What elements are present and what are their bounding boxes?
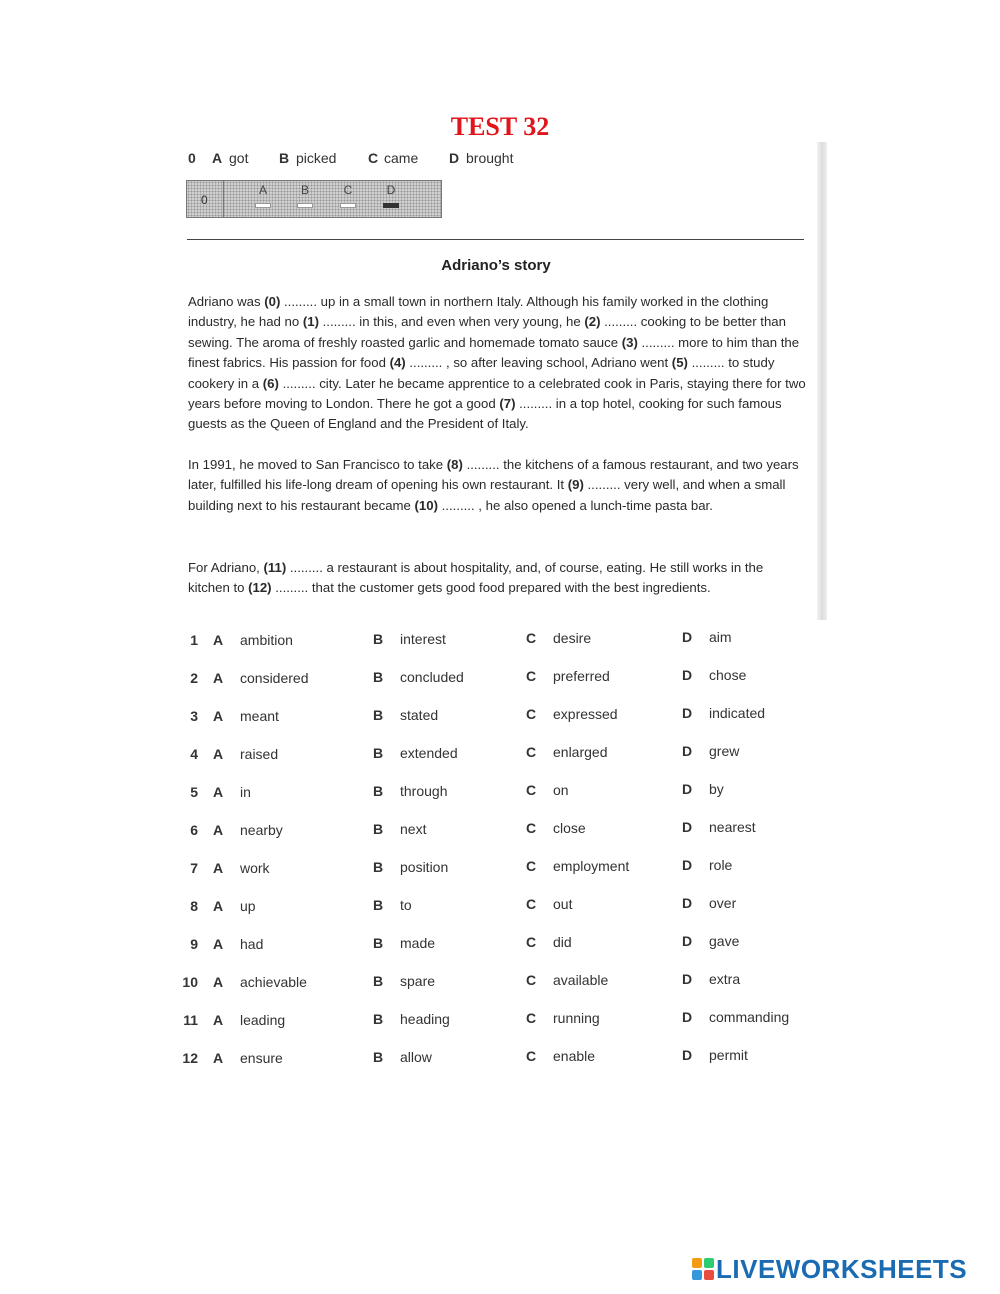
option-d[interactable]: chose — [709, 667, 747, 683]
option-b[interactable]: spare — [400, 973, 436, 989]
option-a[interactable]: achievable — [240, 974, 307, 990]
gap-number: (5) — [671, 355, 688, 371]
grid-option-b: B — [300, 183, 309, 197]
question-number: 10 — [182, 974, 198, 990]
question-row — [0, 1047, 1000, 1070]
grid-mark-a — [255, 203, 271, 208]
option-letter-c: C — [526, 972, 537, 988]
gap-number: (7) — [499, 396, 516, 412]
logo-text: LIVEWORKSHEETS — [716, 1254, 968, 1284]
gap-number: (0) — [264, 294, 281, 309]
option-letter-d: D — [682, 1047, 693, 1063]
option-a[interactable]: up — [240, 898, 256, 914]
example-letter-b: B — [279, 150, 290, 166]
story-paragraph-1: Adriano was (0) ......... up in a small town in northern Italy. Although his family worked in the clothing industry, he had no (1) ......... in this, and even when very young, he (2) ......... cooking to be better than sewing. The aroma of freshly roasted garlic and homemade tomato sauce (3) ......... more to him than the finest fabrics. His passion for food (4) ......... , so after leaving school, Adriano went (5) ......... to study cookery in a (6) ......... city. Later he became apprentice to a celebrated cook in Paris, staying there for two years before moving to London. There he got a good (7) ......... in a top hotel, cooking for such famous guests as the Queen of England and the President of Italy. — [188, 294, 806, 432]
grid-option-a: A — [258, 183, 267, 197]
grid-option-d: D — [386, 183, 396, 197]
example-option-b: picked — [296, 150, 337, 166]
question-number: 5 — [190, 784, 198, 800]
option-letter-a: A — [213, 936, 224, 952]
option-b[interactable]: through — [400, 783, 448, 799]
option-letter-b: B — [373, 631, 384, 647]
option-letter-d: D — [682, 743, 693, 759]
option-b[interactable]: to — [400, 897, 412, 913]
option-letter-d: D — [682, 819, 693, 835]
option-b[interactable]: extended — [400, 745, 458, 761]
option-c[interactable]: employment — [553, 858, 630, 874]
option-b[interactable]: stated — [400, 707, 439, 723]
option-letter-b: B — [373, 669, 384, 685]
option-letter-b: B — [373, 859, 384, 875]
example-letter-a: A — [212, 150, 223, 166]
option-letter-c: C — [526, 706, 537, 722]
grid-divider — [223, 181, 224, 217]
option-c[interactable]: desire — [553, 630, 592, 646]
question-number: 12 — [182, 1050, 198, 1066]
option-c[interactable]: out — [553, 896, 573, 912]
page-title: TEST 32 — [450, 112, 550, 141]
option-letter-b: B — [373, 935, 384, 951]
option-d[interactable]: over — [709, 895, 737, 911]
question-row — [0, 1009, 1000, 1032]
grid-mark-b — [297, 203, 313, 208]
story-paragraph-3: For Adriano, (11) ......... a restaurant is about hospitality, and, of course, eating. He still works in the kitchen to (12) ......... that the customer gets good food prepared with the best ingredients. — [188, 560, 764, 596]
divider-line — [187, 239, 804, 240]
option-b[interactable]: concluded — [400, 669, 464, 685]
option-b[interactable]: position — [400, 859, 449, 875]
story-paragraph-2: In 1991, he moved to San Francisco to take (8) ......... the kitchens of a famous restaurant, and two years later, fulfilled his life-long dream of opening his own restaurant. It (9) ......... very well, and when a small building next to his restaurant became (10) ......... , he also opened a lunch-time pasta bar. — [188, 457, 799, 513]
option-d[interactable]: grew — [709, 743, 740, 759]
option-b[interactable]: interest — [400, 631, 446, 647]
story-title: Adriano’s story — [441, 257, 551, 274]
question-row — [0, 629, 1000, 652]
gap-number: (1) — [302, 314, 319, 330]
option-a[interactable]: ensure — [240, 1050, 283, 1066]
option-letter-c: C — [526, 1010, 537, 1026]
option-d[interactable]: role — [709, 857, 733, 873]
option-letter-c: C — [526, 934, 537, 950]
option-letter-a: A — [213, 1012, 224, 1028]
question-number: 11 — [183, 1012, 198, 1028]
option-a[interactable]: leading — [240, 1012, 286, 1028]
option-letter-b: B — [373, 1011, 384, 1027]
option-letter-a: A — [213, 670, 224, 686]
option-letter-d: D — [682, 705, 693, 721]
option-letter-c: C — [526, 782, 537, 798]
question-row — [0, 705, 1000, 728]
option-letter-b: B — [373, 745, 384, 761]
question-row — [0, 819, 1000, 842]
gap-number: (12) — [248, 580, 272, 596]
option-letter-c: C — [526, 668, 537, 684]
question-number: 9 — [190, 936, 198, 952]
gap-number: (6) — [262, 375, 279, 391]
question-row — [0, 743, 1000, 766]
option-a[interactable]: work — [240, 860, 270, 876]
liveworksheets-icon — [692, 1258, 714, 1280]
gap-number: (3) — [621, 334, 638, 350]
option-a[interactable]: meant — [240, 708, 279, 724]
option-letter-d: D — [682, 1009, 693, 1025]
option-letter-c: C — [526, 820, 537, 836]
option-letter-d: D — [682, 629, 693, 645]
gap-number: (11) — [263, 560, 287, 575]
option-letter-b: B — [373, 973, 384, 989]
example-option-d: brought — [466, 150, 514, 166]
grid-option-c: C — [343, 183, 353, 197]
option-d[interactable]: nearest — [709, 819, 756, 835]
gap-number: (8) — [446, 457, 463, 472]
question-row — [0, 971, 1000, 994]
question-row — [0, 895, 1000, 918]
scan-edge — [817, 142, 827, 620]
option-c[interactable]: expressed — [553, 706, 618, 722]
option-letter-d: D — [682, 895, 693, 911]
question-row — [0, 781, 1000, 804]
option-letter-a: A — [213, 898, 224, 914]
option-a[interactable]: nearby — [240, 822, 283, 838]
question-number: 4 — [190, 746, 198, 762]
option-letter-a: A — [213, 708, 224, 724]
grid-mark-d — [383, 203, 399, 208]
option-c[interactable]: close — [553, 820, 586, 836]
option-d[interactable]: commanding — [709, 1009, 790, 1025]
option-b[interactable]: next — [400, 821, 427, 837]
example-number: 0 — [188, 150, 196, 166]
example-letter-c: C — [368, 150, 379, 166]
option-letter-b: B — [373, 1049, 384, 1065]
option-b[interactable]: made — [400, 935, 436, 951]
question-number: 7 — [190, 860, 198, 876]
option-letter-c: C — [526, 744, 537, 760]
option-letter-a: A — [213, 784, 224, 800]
example-answer-grid — [186, 180, 442, 218]
option-letter-c: C — [526, 1048, 537, 1064]
option-d[interactable]: aim — [709, 629, 732, 645]
question-number: 1 — [190, 632, 198, 648]
option-letter-a: A — [213, 1050, 224, 1066]
option-a[interactable]: had — [240, 936, 264, 952]
example-option-c: came — [384, 150, 419, 166]
option-c[interactable]: preferred — [553, 668, 610, 684]
option-a[interactable]: raised — [240, 746, 279, 762]
question-row — [0, 857, 1000, 880]
option-d[interactable]: indicated — [709, 705, 766, 721]
option-letter-d: D — [682, 971, 693, 987]
option-c[interactable]: enable — [553, 1048, 596, 1064]
option-letter-c: C — [526, 630, 537, 646]
option-letter-a: A — [213, 974, 224, 990]
option-a[interactable]: considered — [240, 670, 309, 686]
option-letter-c: C — [526, 896, 537, 912]
grid-mark-c — [340, 203, 356, 208]
option-c[interactable]: enlarged — [553, 744, 608, 760]
example-option-a: got — [229, 150, 249, 166]
option-letter-a: A — [213, 822, 224, 838]
gap-number: (4) — [389, 355, 406, 371]
gap-number: (10) — [414, 497, 438, 513]
option-letter-d: D — [682, 781, 693, 797]
option-b[interactable]: allow — [400, 1049, 432, 1065]
question-number: 2 — [190, 670, 198, 686]
gap-number: (2) — [584, 314, 601, 330]
question-number: 3 — [190, 708, 198, 724]
grid-number: 0 — [201, 193, 208, 207]
option-d[interactable]: permit — [709, 1047, 748, 1063]
question-row — [0, 667, 1000, 690]
option-letter-a: A — [213, 860, 224, 876]
question-number: 8 — [190, 898, 198, 914]
option-letter-a: A — [213, 632, 224, 648]
gap-number: (9) — [567, 477, 584, 493]
option-letter-d: D — [682, 857, 693, 873]
option-letter-a: A — [213, 746, 224, 762]
option-letter-b: B — [373, 783, 384, 799]
option-c[interactable]: on — [553, 782, 569, 798]
option-letter-d: D — [682, 933, 693, 949]
option-c[interactable]: did — [553, 934, 572, 950]
option-a[interactable]: in — [240, 784, 251, 800]
option-d[interactable]: by — [709, 781, 724, 797]
question-row — [0, 933, 1000, 956]
option-c[interactable]: running — [553, 1010, 600, 1026]
question-number: 6 — [190, 822, 198, 838]
option-letter-d: D — [682, 667, 693, 683]
option-a[interactable]: ambition — [240, 632, 293, 648]
example-letter-d: D — [449, 150, 460, 166]
option-d[interactable]: extra — [709, 971, 741, 987]
option-d[interactable]: gave — [709, 933, 740, 949]
option-letter-b: B — [373, 821, 384, 837]
option-letter-b: B — [373, 707, 384, 723]
option-c[interactable]: available — [553, 972, 609, 988]
option-letter-c: C — [526, 858, 537, 874]
option-b[interactable]: heading — [400, 1011, 450, 1027]
option-letter-b: B — [373, 897, 384, 913]
